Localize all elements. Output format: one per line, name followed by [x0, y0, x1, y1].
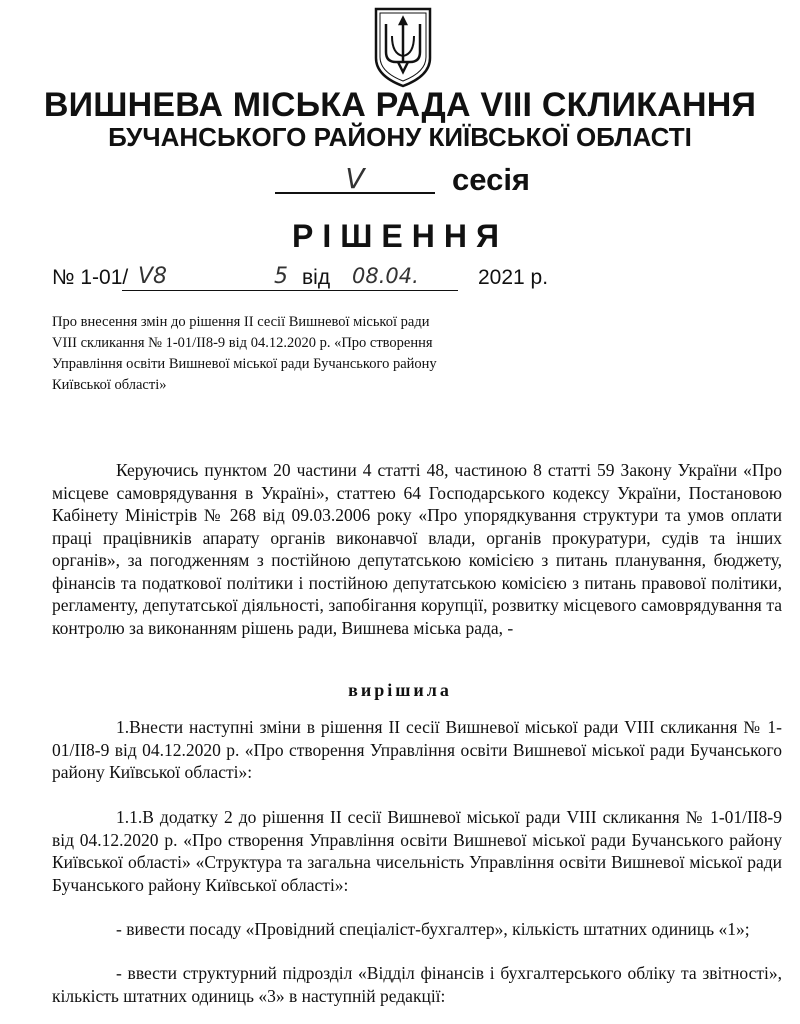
bullet-remove-position	[52, 918, 782, 941]
bullet-add-department	[52, 962, 782, 1007]
decision-number-prefix: № 1-01/	[52, 266, 129, 289]
session-label: сесія	[452, 162, 531, 197]
decision-number-handwritten: V8	[138, 264, 168, 289]
preamble-text: Керуючись пунктом 20 частини 4 статті 48, частиною 8 статті 59 Закону України «Про місцеве самоврядування в Україні», статтею 64 Господарського кодексу України, Постановою Кабінету Міністрів № 268 від 09.03.2006 року «Про упорядкування структури та умов оплати праці працівників апарату органів виконавчої влади, органів прокуратури, судів та інших органів», за погодженням з постійною депутатською комісією з питань планування, бюджету, фінансів та податкової політики і постійною депутатською комісією з питань правової політики, регламенту, депутатської діяльності, запобігання корупції, розвитку місцевого самоврядування та контролю за виконанням рішень ради, Вишнева міська рада, -	[52, 460, 782, 638]
decision-number-suffix: 5	[274, 264, 288, 289]
resolved-heading: вирішила	[348, 680, 452, 700]
subject-line: Управління освіти Вишневої міської ради Бучанського району	[52, 356, 437, 372]
session-number: V	[275, 166, 435, 194]
item-1-paragraph	[52, 716, 782, 784]
date-handwritten: 08.04.	[352, 264, 419, 288]
subject-line: Про внесення змін до рішення ІІ сесії Вишневої міської ради	[52, 314, 430, 330]
council-name: ВИШНЕВА МІСЬКА РАДА VIII СКЛИКАННЯ	[43, 86, 757, 124]
decision-year: 2021 р.	[478, 266, 549, 289]
bullet-2-text: - ввести структурний підрозділ «Відділ фінансів і бухгалтерського обліку та звітності», кількість штатних одиниць «3» в наступній редакції:	[52, 963, 782, 1006]
preamble-paragraph	[52, 459, 782, 639]
date-prefix: від	[302, 266, 331, 289]
item-1-text: 1.Внести наступні зміни в рішення ІІ сесії Вишневої міської ради VIII скликання № 1-01/ІІ8-9 від 04.12.2020 р. «Про створення Управління освіти Вишневої міської ради Бучанського району Київської області»:	[52, 717, 782, 782]
item-1-1-paragraph	[52, 806, 782, 896]
decision-title: РІШЕННЯ	[292, 218, 508, 254]
decision-number-row	[52, 266, 772, 296]
trident-coat-of-arms-icon	[372, 6, 434, 88]
item-1-1-text: 1.1.В додатку 2 до рішення ІІ сесії Вишневої міської ради VIII скликання № 1-01/ІІ8-9 від 04.12.2020 р. «Про створення Управління освіти Вишневої міської ради Бучанського району Київської області» «Структура та загальна чисельність Управління освіти Вишневої міської ради Бучанського району Київської області»:	[52, 807, 782, 895]
subject-line: VIII скликання № 1-01/ІІ8-9 від 04.12.2020 р. «Про створення	[52, 335, 433, 351]
subject-line: Київської області»	[52, 377, 167, 393]
decision-subject	[52, 312, 522, 396]
bullet-1-text: - вивести посаду «Провідний спеціаліст-бухгалтер», кількість штатних одиниць «1»;	[116, 919, 750, 939]
district-name: БУЧАНСЬКОГО РАЙОНУ КИЇВСЬКОЇ ОБЛАСТІ	[108, 122, 692, 152]
